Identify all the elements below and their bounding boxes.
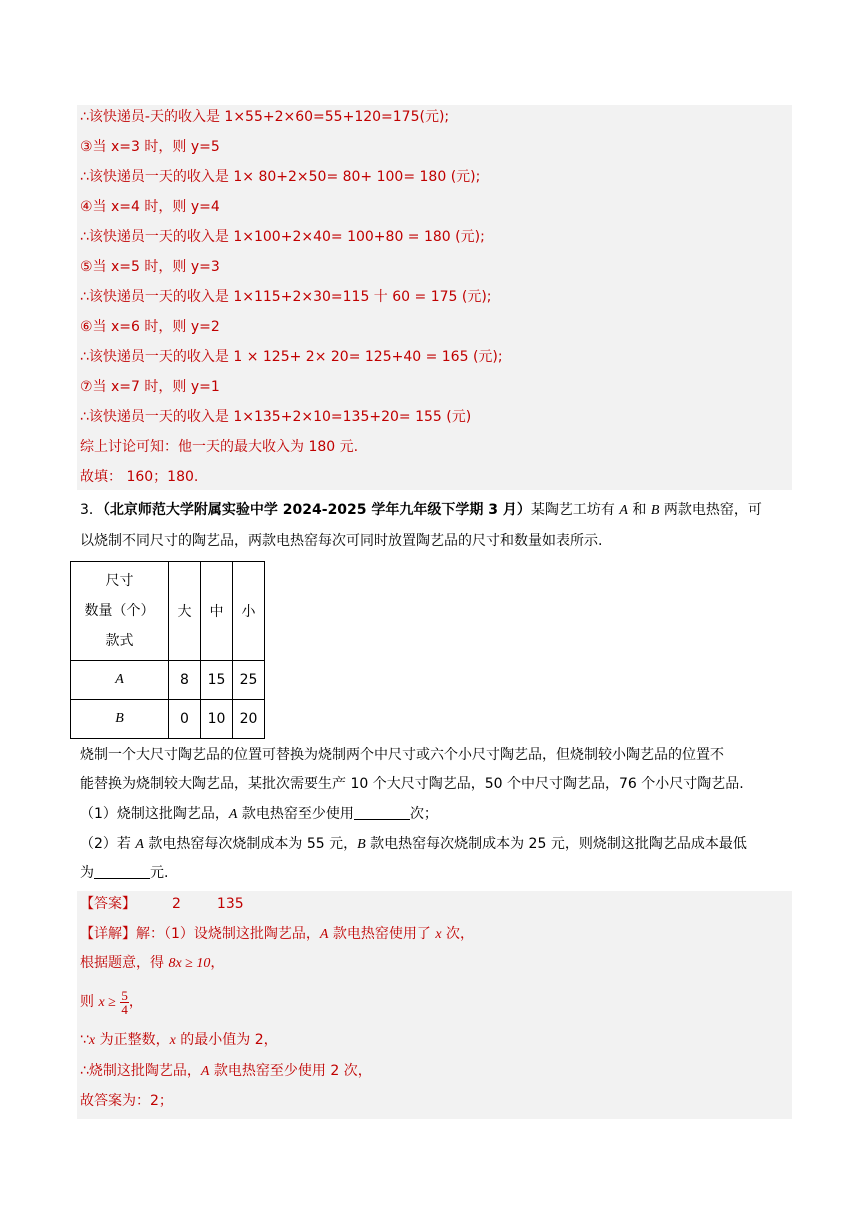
table-cell: 25 bbox=[233, 661, 265, 700]
table-cell: 0 bbox=[169, 700, 201, 739]
header-line: 款式 bbox=[105, 633, 134, 649]
explain-text: 的最小值为 2， bbox=[175, 1032, 278, 1048]
solution-line: ⑥当 x=6 时，则 y=2 bbox=[80, 319, 220, 335]
var-a: A bbox=[135, 837, 144, 852]
stem-text: 两款电热窑，可 bbox=[659, 502, 762, 518]
table-cell: 10 bbox=[201, 700, 233, 739]
row-label: B bbox=[71, 700, 169, 739]
kiln-capacity-table bbox=[70, 561, 265, 739]
answer-tag: 【答案】 bbox=[80, 896, 136, 912]
q2-text: 款电热窑每次烧制成本为 55 元， bbox=[143, 836, 358, 852]
table-cell: 8 bbox=[169, 661, 201, 700]
var-a: A bbox=[228, 807, 238, 822]
row-label: A bbox=[71, 661, 169, 700]
inequality: 8x ≥ 10 bbox=[168, 956, 211, 971]
answer-blank bbox=[94, 864, 150, 879]
column-header: 中 bbox=[201, 562, 233, 661]
stem-text: 某陶艺工坊有 bbox=[530, 502, 620, 518]
column-header: 小 bbox=[233, 562, 265, 661]
table-cell: 20 bbox=[233, 700, 265, 739]
explain-text: ∵ bbox=[80, 1032, 89, 1048]
table-cell: 15 bbox=[201, 661, 233, 700]
question-paragraph: 烧制一个大尺寸陶艺品的位置可替换为烧制两个中尺寸或六个小尺寸陶艺品，但烧制较小陶艺品的位置不 bbox=[80, 747, 724, 763]
explain-text: 为正整数， bbox=[95, 1032, 170, 1048]
solution-line: ⑦当 x=7 时，则 y=1 bbox=[80, 379, 220, 395]
var-x: x bbox=[169, 1033, 176, 1048]
explain-text: 则 bbox=[80, 994, 99, 1010]
stem-text: 和 bbox=[627, 502, 651, 518]
header-line: 尺寸 bbox=[105, 573, 134, 589]
explain-line bbox=[80, 1061, 372, 1082]
explain-line bbox=[80, 1030, 278, 1051]
table-corner-header bbox=[71, 562, 169, 661]
inequality: x ≥ bbox=[98, 995, 116, 1010]
explain-tag: 【详解】 bbox=[80, 926, 136, 942]
solution-line: ∴该快递员一天的收入是 1×135+2×10=135+20= 155 (元) bbox=[80, 409, 472, 425]
solution-line: ∴该快递员一天的收入是 1× 80+2×50= 80+ 100= 180 (元); bbox=[80, 169, 481, 185]
sub-question-1 bbox=[80, 804, 438, 825]
q2-text: 元. bbox=[150, 865, 169, 881]
answer-line bbox=[80, 894, 244, 914]
question-stem bbox=[80, 500, 762, 521]
explain-text: ∴烧制这批陶艺品， bbox=[80, 1063, 201, 1079]
answer-value: 135 bbox=[216, 896, 244, 912]
q1-text: （1）烧制这批陶艺品， bbox=[80, 806, 229, 822]
explain-text: 根据题意，得 bbox=[80, 955, 169, 971]
solution-line: ④当 x=4 时，则 y=4 bbox=[80, 199, 220, 215]
q1-text: 次； bbox=[409, 806, 438, 822]
q1-text: 款电热窑至少使用 bbox=[237, 806, 354, 822]
explain-text: ， bbox=[128, 994, 143, 1010]
fraction bbox=[120, 989, 129, 1016]
answer-blank bbox=[354, 805, 410, 820]
question-source: （北京师范大学附属实验中学 2024-2025 学年九年级下学期 3 月） bbox=[102, 502, 531, 518]
explain-line: 故答案为：2； bbox=[80, 1093, 173, 1109]
explain-text: 款电热窑至少使用 2 次， bbox=[209, 1063, 372, 1079]
var-x: x bbox=[88, 1033, 96, 1048]
var-a: A bbox=[319, 927, 329, 942]
fraction-numerator: 5 bbox=[121, 987, 128, 1003]
q2-text: 款电热窑每次烧制成本为 25 元，则烧制这批陶艺品成本最低 bbox=[365, 836, 747, 852]
table-row bbox=[71, 661, 265, 700]
var-a: A bbox=[200, 1064, 210, 1079]
explain-text: 次， bbox=[441, 926, 475, 942]
explain-text: ， bbox=[210, 955, 225, 971]
solution-line: ∴该快递员一天的收入是 1×100+2×40= 100+80 = 180 (元); bbox=[80, 229, 485, 245]
var-a: A bbox=[619, 503, 628, 518]
var-b: B bbox=[357, 837, 366, 852]
solution-line: ∴该快递员一天的收入是 1×115+2×30=115 十 60 = 175 (元); bbox=[80, 289, 492, 305]
explain-line bbox=[80, 953, 224, 974]
sub-question-2 bbox=[80, 834, 747, 855]
question-line-2: 以烧制不同尺寸的陶艺品，两款电热窑每次可同时放置陶艺品的尺寸和数量如表所示. bbox=[80, 533, 603, 549]
var-x: x bbox=[435, 927, 442, 942]
explain-text: 款电热窑使用了 bbox=[328, 926, 436, 942]
explain-text: 解：（1）设烧制这批陶艺品， bbox=[136, 926, 320, 942]
q2-text: （2）若 bbox=[80, 836, 136, 852]
solution-line: 故填： 160；180. bbox=[80, 469, 199, 485]
solution-line: 综上讨论可知：他一天的最大收入为 180 元. bbox=[80, 439, 359, 455]
solution-line: ∴该快递员一天的收入是 1 × 125+ 2× 20= 125+40 = 165 (元); bbox=[80, 349, 503, 365]
solution-line: ∴该快递员-天的收入是 1×55+2×60=55+120=175(元); bbox=[80, 109, 450, 125]
explain-line bbox=[80, 924, 474, 945]
q2-text: 为 bbox=[80, 865, 94, 881]
table-row bbox=[71, 700, 265, 739]
fraction-denominator: 4 bbox=[121, 1001, 128, 1017]
question-paragraph: 能替换为烧制较大陶艺品，某批次需要生产 10 个大尺寸陶艺品，50 个中尺寸陶艺品，76 个小尺寸陶艺品. bbox=[80, 776, 744, 792]
solution-line: ⑤当 x=5 时，则 y=3 bbox=[80, 259, 220, 275]
answer-value: 2 bbox=[172, 896, 181, 912]
var-b: B bbox=[650, 503, 660, 518]
explain-line bbox=[80, 988, 143, 1017]
sub-question-2-cont bbox=[80, 863, 168, 883]
header-line: 数量（个） bbox=[84, 603, 155, 619]
question-number: 3． bbox=[80, 502, 103, 518]
column-header: 大 bbox=[169, 562, 201, 661]
solution-line: ③当 x=3 时，则 y=5 bbox=[80, 139, 220, 155]
